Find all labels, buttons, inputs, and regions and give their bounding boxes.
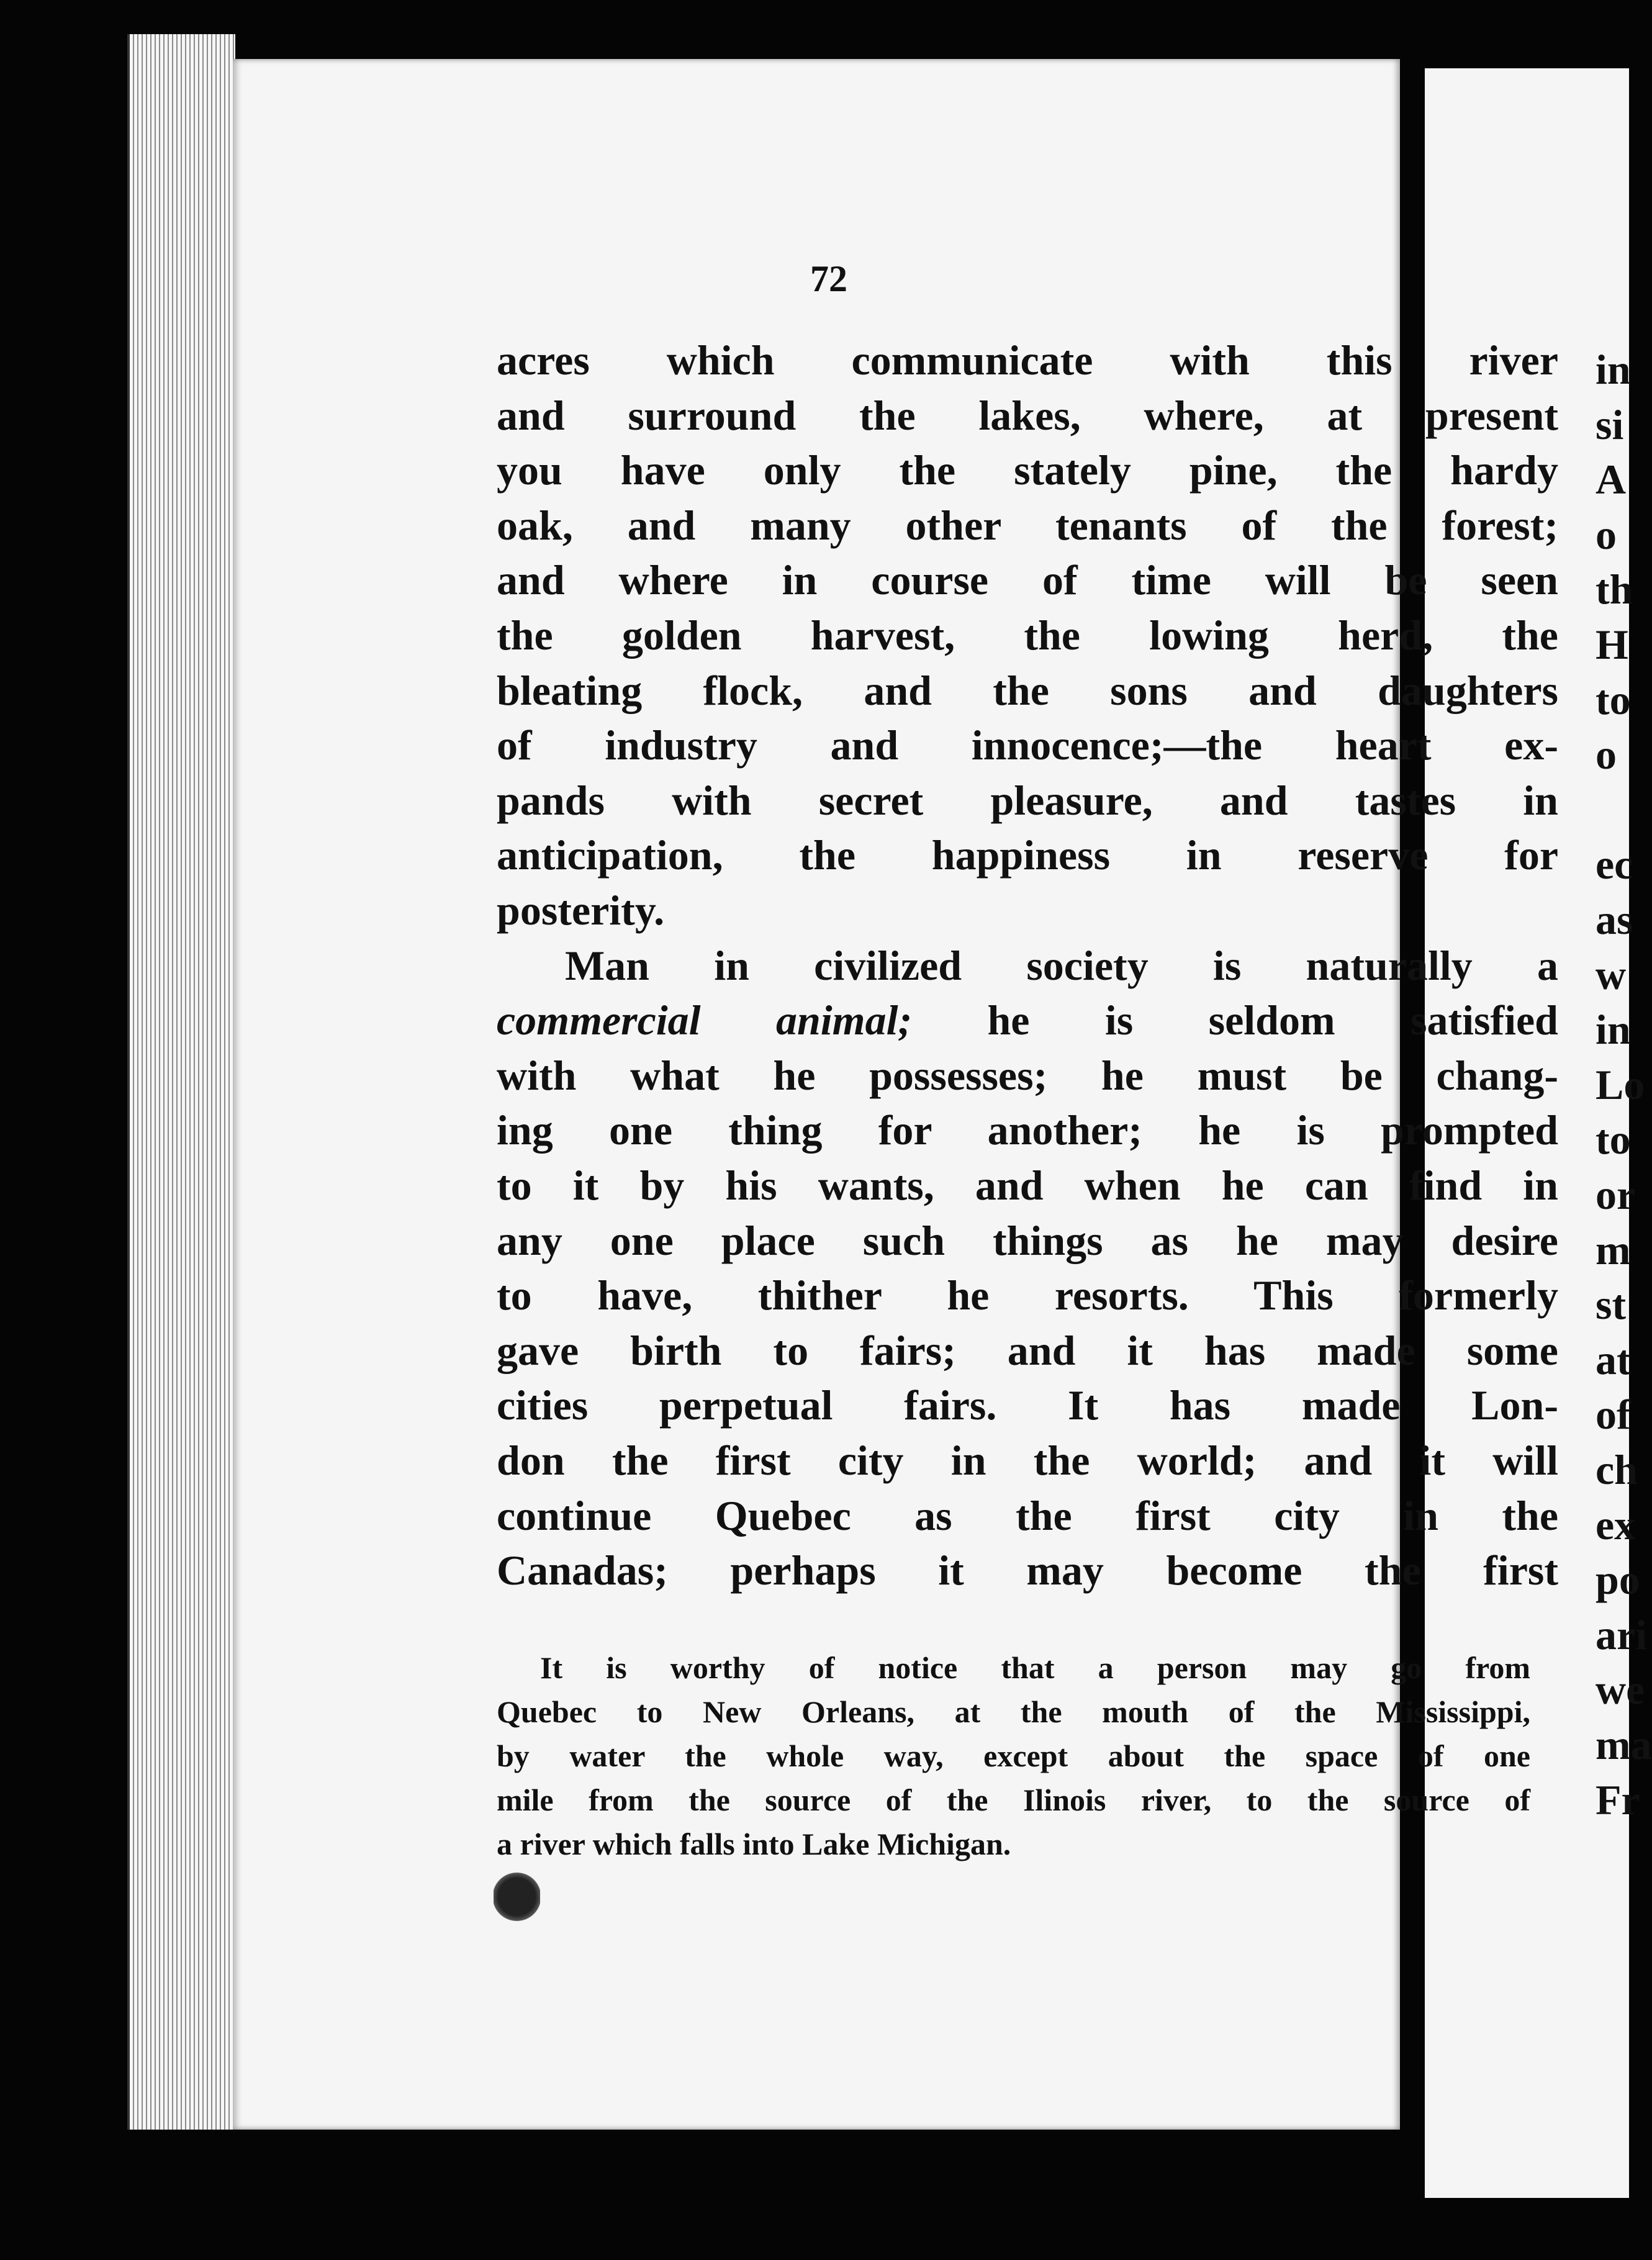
body-text-line: to it by his wants, and when he can find in [497, 1162, 1558, 1209]
facing-page-fragment: as [1596, 896, 1633, 943]
body-text-line: to have, thither he resorts. This formerly [497, 1272, 1558, 1319]
page-text [233, 0, 1559, 2260]
facing-page-fragment: Lo [1596, 1060, 1645, 1108]
body-text-line: anticipation, the happiness in reserve for [497, 831, 1558, 879]
facing-page-fragment: w [1596, 951, 1627, 998]
body-text-line: pands with secret pleasure, and tastes in [497, 776, 1558, 824]
footnote-line: Quebec to New Orleans, at the mouth of the Mississippi, [497, 1694, 1530, 1729]
facing-page-fragment: o [1596, 731, 1617, 779]
facing-page-fragment: to [1596, 676, 1631, 723]
body-text-line: and where in course of time will be seen [497, 556, 1558, 604]
body-text-line: commercial animal; he is seldom satisfied [497, 997, 1559, 1044]
facing-page-fragment: in [1596, 1006, 1631, 1054]
body-text-line: with what he possesses; he must be chang- [497, 1051, 1558, 1099]
facing-page-fragment: ma [1596, 1721, 1652, 1768]
ink-blot [494, 1872, 540, 1922]
body-text-line: ing one thing for another; he is prompted [497, 1106, 1558, 1154]
body-text-line: acres which communicate with this river [497, 337, 1558, 384]
facing-page-fragment: st [1596, 1281, 1627, 1329]
facing-page-fragment: ec [1596, 841, 1633, 888]
body-text-line: posterity. [497, 887, 665, 934]
body-text-line: oak, and many other tenants of the forest; [497, 501, 1558, 549]
footnote-line: mile from the source of the Ilinois river, to the source of [497, 1783, 1530, 1817]
body-text-line: bleating flock, and the sons and daughters [497, 666, 1558, 714]
body-text-line: don the first city in the world; and it will [497, 1437, 1558, 1484]
facing-page-fragment: si [1596, 400, 1624, 448]
facing-page-fragment: Fr [1596, 1776, 1640, 1824]
body-text-line: you have only the stately pine, the hardy [497, 446, 1558, 494]
facing-page-fragment: to [1596, 1116, 1631, 1164]
facing-page-fragment: ari [1596, 1611, 1648, 1658]
facing-page-fragment: at [1596, 1336, 1631, 1383]
facing-page-fragment: po [1596, 1556, 1640, 1604]
italic-phrase: commercial animal; [497, 997, 913, 1044]
body-text-line: of industry and innocence;—the heart ex- [497, 721, 1558, 769]
facing-page-fragment: ex [1596, 1501, 1636, 1548]
facing-page-fragment: m [1596, 1226, 1631, 1273]
body-text-line: any one place such things as he may desire [497, 1216, 1558, 1264]
page-number: 72 [810, 258, 847, 299]
body-text-line: continue Quebec as the first city in the [497, 1491, 1558, 1539]
facing-page-fragment: ch [1596, 1446, 1638, 1493]
facing-page-fragment: H [1596, 621, 1628, 668]
facing-page-fragment: o [1596, 510, 1617, 558]
footnote-line: a river which falls into Lake Michigan. [497, 1827, 1011, 1861]
body-text-line: gave birth to fairs; and it has made some [497, 1326, 1558, 1374]
footnote-line: It is worthy of notice that a person may go from [540, 1650, 1530, 1685]
facing-page-fragment: or [1596, 1171, 1636, 1218]
facing-page-fragment: th [1596, 566, 1633, 613]
facing-page-fragment: of [1596, 1391, 1631, 1439]
facing-page-fragment: in [1596, 346, 1631, 393]
facing-page-fragment: A [1596, 456, 1627, 504]
facing-page-fragment: we [1596, 1666, 1645, 1714]
body-text-line: the golden harvest, the lowing herd, the [497, 612, 1558, 659]
body-text-line: cities perpetual fairs. It has made Lon- [497, 1381, 1558, 1429]
body-text-line: and surround the lakes, where, at present [497, 391, 1558, 439]
footnote-line: by water the whole way, except about the space of one [497, 1738, 1530, 1773]
body-text-line: Canadas; perhaps it may become the first [497, 1547, 1558, 1594]
body-text-line: Man in civilized society is naturally a [565, 941, 1558, 989]
page-block-edges [127, 34, 235, 2130]
